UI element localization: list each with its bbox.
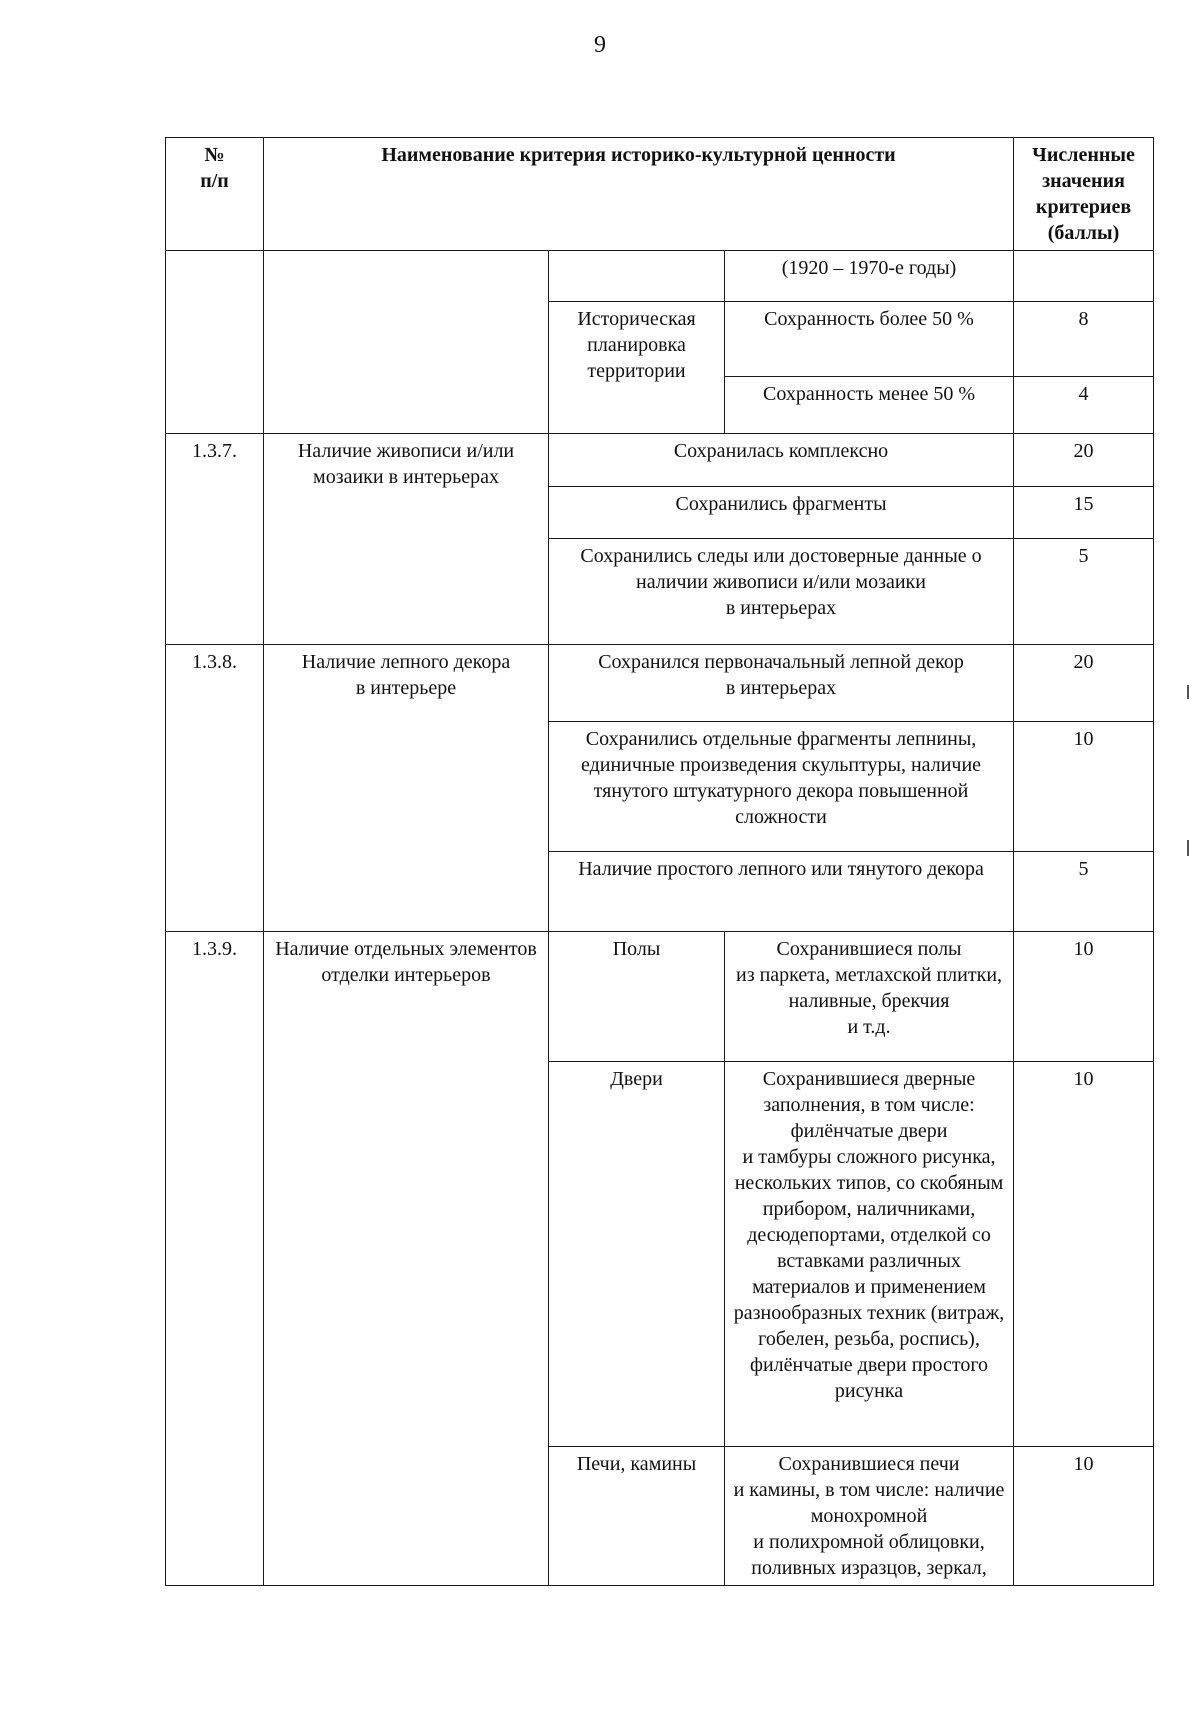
criterion-desc: Сохранились следы или достоверные данные о наличии живописи и/или мозаики в интерьерах xyxy=(549,539,1014,645)
table-row xyxy=(166,932,1154,1062)
criterion-desc: Сохранились фрагменты xyxy=(549,487,1014,539)
criterion-score: 4 xyxy=(1014,377,1154,434)
criterion-score: 15 xyxy=(1014,487,1154,539)
criterion-score: 20 xyxy=(1014,434,1154,487)
table-header-row xyxy=(166,138,1154,251)
criteria-table xyxy=(165,137,1154,1586)
criterion-score: 20 xyxy=(1014,645,1154,722)
criterion-desc: Наличие простого лепного или тянутого декора xyxy=(549,852,1014,932)
table-row xyxy=(166,645,1154,722)
criterion-desc: Сохранность более 50 % xyxy=(725,302,1014,377)
section-name: Наличие живописи и/или мозаики в интерьерах xyxy=(264,434,549,645)
section-num: 1.3.8. xyxy=(166,645,264,932)
criterion-score: 10 xyxy=(1014,1447,1154,1586)
section-name: Наличие лепного декора в интерьере xyxy=(264,645,549,932)
page-number: 9 xyxy=(594,32,606,58)
header-score: Численные значения критериев (баллы) xyxy=(1014,138,1154,251)
criterion-score: 5 xyxy=(1014,539,1154,645)
criterion-desc: Сохранившиеся печи и камины, в том числе: наличие монохромной и полихромной облицовки, поливных изразцов, зеркал, xyxy=(725,1447,1014,1586)
criterion-score: 10 xyxy=(1014,1062,1154,1447)
continuation-sub-label: Историческая планировка территории xyxy=(549,302,725,434)
criterion-score: 10 xyxy=(1014,722,1154,852)
criterion-desc: Сохранились отдельные фрагменты лепнины, единичные произведения скульптуры, наличие тянутого штукатурного декора повышенной сложности xyxy=(549,722,1014,852)
header-criterion-name: Наименование критерия историко-культурной ценности xyxy=(264,138,1014,251)
criterion-score: 10 xyxy=(1014,932,1154,1062)
section-num: 1.3.9. xyxy=(166,932,264,1586)
criterion-desc: Сохранился первоначальный лепной декор в интерьерах xyxy=(549,645,1014,722)
section-num: 1.3.7. xyxy=(166,434,264,645)
element-type: Печи, камины xyxy=(549,1447,725,1586)
criterion-desc: Сохранилась комплексно xyxy=(549,434,1014,487)
element-type: Двери xyxy=(549,1062,725,1447)
scan-mark xyxy=(1187,685,1189,699)
table-row xyxy=(166,251,1154,302)
criterion-desc: Сохранившиеся дверные заполнения, в том числе: филёнчатые двери и тамбуры сложного рисунка, нескольких типов, со скобяным прибором, наличниками, десюдепортами, отделкой со вставками различных материалов и применением разнообразных техник (витраж, гобелен, резьба, роспись), филёнчатые двери простого рисунка xyxy=(725,1062,1014,1447)
continuation-score-top xyxy=(1014,251,1154,302)
criterion-desc: Сохранность менее 50 % xyxy=(725,377,1014,434)
criterion-score: 8 xyxy=(1014,302,1154,377)
scan-mark xyxy=(1187,840,1189,856)
continuation-desc-top: (1920 – 1970-е годы) xyxy=(725,251,1014,302)
element-type: Полы xyxy=(549,932,725,1062)
continuation-sub-top xyxy=(549,251,725,302)
header-num: № п/п xyxy=(166,138,264,251)
criterion-desc: Сохранившиеся полы из паркета, метлахской плитки, наливные, брекчия и т.д. xyxy=(725,932,1014,1062)
criterion-score: 5 xyxy=(1014,852,1154,932)
table-row xyxy=(166,434,1154,487)
continuation-name xyxy=(264,251,549,434)
section-name: Наличие отдельных элементов отделки интерьеров xyxy=(264,932,549,1586)
continuation-num xyxy=(166,251,264,434)
